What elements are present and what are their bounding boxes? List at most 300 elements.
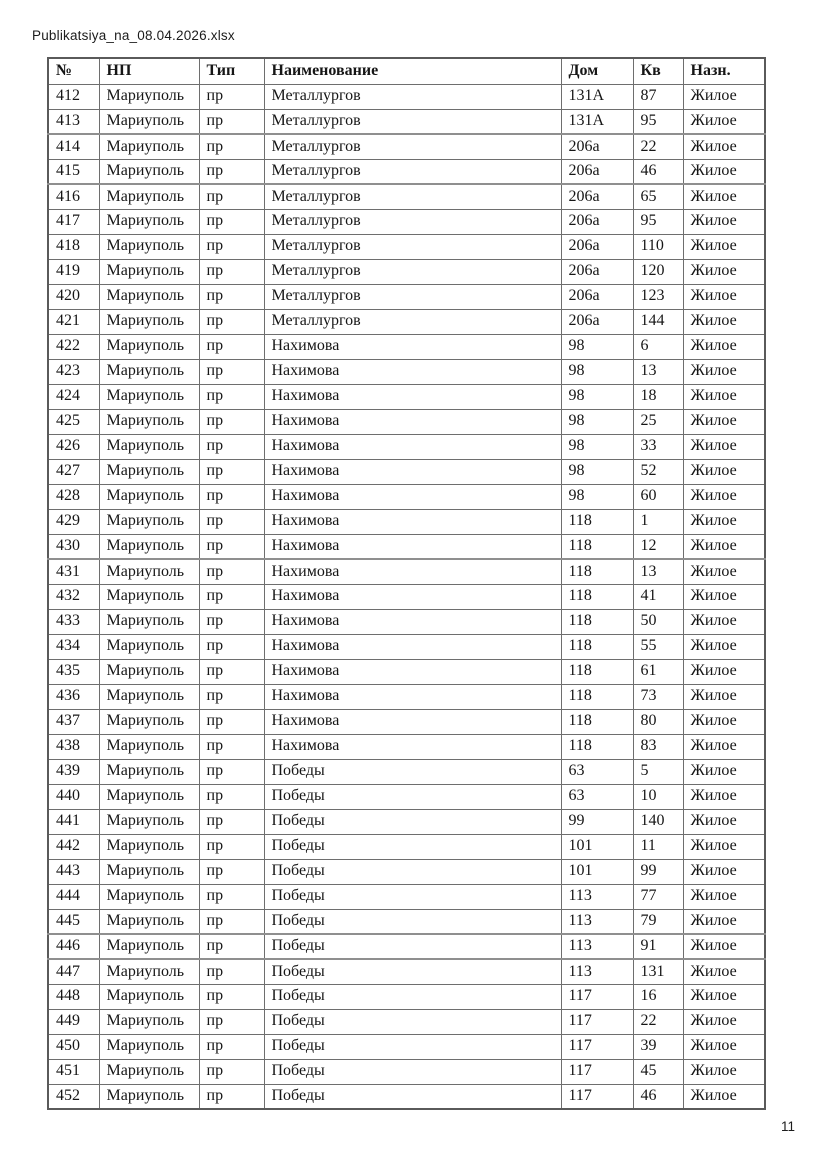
table-row xyxy=(48,334,765,359)
cell-apartment: 110 xyxy=(633,234,683,259)
cell-name: Победы xyxy=(264,809,561,834)
cell-designation: Жилое xyxy=(683,884,765,909)
cell-apartment: 140 xyxy=(633,809,683,834)
cell-house: 113 xyxy=(561,934,633,959)
cell-np: Мариуполь xyxy=(99,209,199,234)
cell-number: 448 xyxy=(48,984,99,1009)
cell-name: Металлургов xyxy=(264,234,561,259)
table-row xyxy=(48,1009,765,1034)
cell-house: 206а xyxy=(561,259,633,284)
cell-name: Металлургов xyxy=(264,84,561,109)
cell-np: Мариуполь xyxy=(99,159,199,184)
cell-house: 101 xyxy=(561,834,633,859)
cell-type: пр xyxy=(199,559,264,584)
cell-apartment: 33 xyxy=(633,434,683,459)
table-row xyxy=(48,984,765,1009)
cell-np: Мариуполь xyxy=(99,659,199,684)
table-row xyxy=(48,284,765,309)
cell-designation: Жилое xyxy=(683,1059,765,1084)
cell-designation: Жилое xyxy=(683,509,765,534)
cell-type: пр xyxy=(199,209,264,234)
table-row xyxy=(48,459,765,484)
cell-house: 98 xyxy=(561,409,633,434)
cell-designation: Жилое xyxy=(683,759,765,784)
cell-number: 415 xyxy=(48,159,99,184)
cell-designation: Жилое xyxy=(683,109,765,134)
cell-name: Нахимова xyxy=(264,684,561,709)
table-row xyxy=(48,759,765,784)
cell-number: 424 xyxy=(48,384,99,409)
cell-apartment: 10 xyxy=(633,784,683,809)
cell-np: Мариуполь xyxy=(99,459,199,484)
cell-house: 206а xyxy=(561,184,633,209)
cell-designation: Жилое xyxy=(683,659,765,684)
cell-number: 416 xyxy=(48,184,99,209)
cell-apartment: 91 xyxy=(633,934,683,959)
cell-apartment: 95 xyxy=(633,209,683,234)
table-row xyxy=(48,1084,765,1109)
cell-name: Металлургов xyxy=(264,309,561,334)
cell-apartment: 55 xyxy=(633,634,683,659)
cell-name: Победы xyxy=(264,1034,561,1059)
cell-name: Нахимова xyxy=(264,359,561,384)
cell-type: пр xyxy=(199,809,264,834)
table-row xyxy=(48,384,765,409)
table-row xyxy=(48,909,765,934)
cell-name: Нахимова xyxy=(264,434,561,459)
cell-designation: Жилое xyxy=(683,484,765,509)
cell-name: Нахимова xyxy=(264,609,561,634)
cell-np: Мариуполь xyxy=(99,559,199,584)
cell-type: пр xyxy=(199,234,264,259)
cell-type: пр xyxy=(199,759,264,784)
cell-number: 419 xyxy=(48,259,99,284)
cell-type: пр xyxy=(199,659,264,684)
cell-type: пр xyxy=(199,884,264,909)
cell-np: Мариуполь xyxy=(99,934,199,959)
column-header-designation: Назн. xyxy=(683,58,765,84)
cell-number: 441 xyxy=(48,809,99,834)
table-row xyxy=(48,209,765,234)
cell-designation: Жилое xyxy=(683,734,765,759)
cell-np: Мариуполь xyxy=(99,1059,199,1084)
cell-type: пр xyxy=(199,159,264,184)
cell-type: пр xyxy=(199,109,264,134)
table-row xyxy=(48,834,765,859)
cell-house: 118 xyxy=(561,734,633,759)
cell-name: Нахимова xyxy=(264,334,561,359)
table-header-row xyxy=(48,58,765,84)
cell-house: 118 xyxy=(561,709,633,734)
cell-designation: Жилое xyxy=(683,234,765,259)
cell-number: 430 xyxy=(48,534,99,559)
cell-designation: Жилое xyxy=(683,434,765,459)
cell-designation: Жилое xyxy=(683,559,765,584)
cell-apartment: 1 xyxy=(633,509,683,534)
cell-np: Мариуполь xyxy=(99,734,199,759)
cell-apartment: 50 xyxy=(633,609,683,634)
cell-type: пр xyxy=(199,284,264,309)
cell-house: 118 xyxy=(561,584,633,609)
cell-np: Мариуполь xyxy=(99,434,199,459)
cell-apartment: 61 xyxy=(633,659,683,684)
cell-name: Победы xyxy=(264,1009,561,1034)
cell-type: пр xyxy=(199,709,264,734)
table-row xyxy=(48,559,765,584)
cell-number: 444 xyxy=(48,884,99,909)
table-row xyxy=(48,884,765,909)
cell-number: 412 xyxy=(48,84,99,109)
cell-house: 118 xyxy=(561,659,633,684)
table-row xyxy=(48,409,765,434)
cell-designation: Жилое xyxy=(683,409,765,434)
cell-type: пр xyxy=(199,134,264,159)
cell-number: 446 xyxy=(48,934,99,959)
cell-apartment: 52 xyxy=(633,459,683,484)
cell-number: 420 xyxy=(48,284,99,309)
cell-number: 442 xyxy=(48,834,99,859)
cell-house: 98 xyxy=(561,359,633,384)
table-row xyxy=(48,234,765,259)
cell-house: 118 xyxy=(561,634,633,659)
cell-apartment: 123 xyxy=(633,284,683,309)
cell-designation: Жилое xyxy=(683,259,765,284)
cell-designation: Жилое xyxy=(683,209,765,234)
cell-np: Мариуполь xyxy=(99,184,199,209)
cell-name: Нахимова xyxy=(264,509,561,534)
cell-name: Металлургов xyxy=(264,259,561,284)
cell-house: 118 xyxy=(561,559,633,584)
cell-np: Мариуполь xyxy=(99,409,199,434)
cell-number: 422 xyxy=(48,334,99,359)
cell-np: Мариуполь xyxy=(99,284,199,309)
column-header-number: № xyxy=(48,58,99,84)
cell-apartment: 87 xyxy=(633,84,683,109)
cell-apartment: 131 xyxy=(633,959,683,984)
table-row xyxy=(48,1059,765,1084)
cell-type: пр xyxy=(199,259,264,284)
cell-name: Нахимова xyxy=(264,409,561,434)
cell-apartment: 39 xyxy=(633,1034,683,1059)
cell-np: Мариуполь xyxy=(99,1084,199,1109)
cell-designation: Жилое xyxy=(683,359,765,384)
cell-np: Мариуполь xyxy=(99,309,199,334)
cell-apartment: 65 xyxy=(633,184,683,209)
cell-number: 435 xyxy=(48,659,99,684)
cell-designation: Жилое xyxy=(683,84,765,109)
cell-designation: Жилое xyxy=(683,909,765,934)
cell-designation: Жилое xyxy=(683,684,765,709)
cell-designation: Жилое xyxy=(683,709,765,734)
column-header-house: Дом xyxy=(561,58,633,84)
cell-apartment: 46 xyxy=(633,159,683,184)
cell-number: 428 xyxy=(48,484,99,509)
cell-type: пр xyxy=(199,334,264,359)
table-row xyxy=(48,359,765,384)
cell-house: 63 xyxy=(561,784,633,809)
cell-designation: Жилое xyxy=(683,934,765,959)
cell-apartment: 18 xyxy=(633,384,683,409)
cell-designation: Жилое xyxy=(683,284,765,309)
cell-number: 451 xyxy=(48,1059,99,1084)
table-row xyxy=(48,709,765,734)
cell-designation: Жилое xyxy=(683,384,765,409)
cell-number: 421 xyxy=(48,309,99,334)
cell-apartment: 45 xyxy=(633,1059,683,1084)
cell-np: Мариуполь xyxy=(99,859,199,884)
cell-house: 118 xyxy=(561,534,633,559)
cell-apartment: 144 xyxy=(633,309,683,334)
cell-name: Победы xyxy=(264,859,561,884)
cell-np: Мариуполь xyxy=(99,634,199,659)
cell-house: 117 xyxy=(561,1034,633,1059)
cell-type: пр xyxy=(199,909,264,934)
cell-house: 113 xyxy=(561,909,633,934)
cell-designation: Жилое xyxy=(683,584,765,609)
cell-name: Победы xyxy=(264,984,561,1009)
cell-name: Нахимова xyxy=(264,659,561,684)
cell-designation: Жилое xyxy=(683,134,765,159)
cell-name: Победы xyxy=(264,784,561,809)
table-row xyxy=(48,309,765,334)
table-row xyxy=(48,609,765,634)
column-header-name: Наименование xyxy=(264,58,561,84)
cell-np: Мариуполь xyxy=(99,834,199,859)
cell-type: пр xyxy=(199,84,264,109)
cell-number: 433 xyxy=(48,609,99,634)
table-row xyxy=(48,259,765,284)
cell-number: 413 xyxy=(48,109,99,134)
cell-designation: Жилое xyxy=(683,984,765,1009)
cell-apartment: 77 xyxy=(633,884,683,909)
cell-house: 98 xyxy=(561,334,633,359)
cell-np: Мариуполь xyxy=(99,509,199,534)
cell-number: 425 xyxy=(48,409,99,434)
cell-house: 98 xyxy=(561,459,633,484)
cell-house: 206а xyxy=(561,159,633,184)
cell-np: Мариуполь xyxy=(99,334,199,359)
table-row xyxy=(48,134,765,159)
cell-apartment: 46 xyxy=(633,1084,683,1109)
cell-name: Победы xyxy=(264,759,561,784)
table-row xyxy=(48,734,765,759)
cell-type: пр xyxy=(199,484,264,509)
page-number: 11 xyxy=(781,1119,796,1134)
table-row xyxy=(48,634,765,659)
cell-name: Победы xyxy=(264,884,561,909)
cell-house: 206а xyxy=(561,209,633,234)
cell-type: пр xyxy=(199,784,264,809)
cell-designation: Жилое xyxy=(683,159,765,184)
cell-name: Победы xyxy=(264,959,561,984)
table-row xyxy=(48,184,765,209)
cell-house: 118 xyxy=(561,609,633,634)
cell-name: Победы xyxy=(264,909,561,934)
cell-house: 117 xyxy=(561,1059,633,1084)
cell-apartment: 120 xyxy=(633,259,683,284)
cell-np: Мариуполь xyxy=(99,684,199,709)
cell-name: Нахимова xyxy=(264,559,561,584)
cell-np: Мариуполь xyxy=(99,359,199,384)
column-header-np: НП xyxy=(99,58,199,84)
cell-type: пр xyxy=(199,834,264,859)
cell-designation: Жилое xyxy=(683,334,765,359)
cell-apartment: 13 xyxy=(633,559,683,584)
cell-house: 131А xyxy=(561,84,633,109)
cell-designation: Жилое xyxy=(683,634,765,659)
cell-apartment: 16 xyxy=(633,984,683,1009)
cell-np: Мариуполь xyxy=(99,809,199,834)
table-row xyxy=(48,659,765,684)
cell-name: Победы xyxy=(264,834,561,859)
table-row xyxy=(48,159,765,184)
table-row xyxy=(48,934,765,959)
table-row xyxy=(48,809,765,834)
table-row xyxy=(48,109,765,134)
cell-house: 206а xyxy=(561,284,633,309)
address-table xyxy=(47,57,766,1110)
cell-name: Нахимова xyxy=(264,484,561,509)
cell-apartment: 60 xyxy=(633,484,683,509)
cell-name: Победы xyxy=(264,1059,561,1084)
cell-designation: Жилое xyxy=(683,1009,765,1034)
column-header-type: Тип xyxy=(199,58,264,84)
table-body xyxy=(48,84,765,1109)
cell-number: 427 xyxy=(48,459,99,484)
cell-name: Нахимова xyxy=(264,709,561,734)
cell-number: 434 xyxy=(48,634,99,659)
cell-number: 436 xyxy=(48,684,99,709)
cell-house: 131А xyxy=(561,109,633,134)
table-row xyxy=(48,784,765,809)
cell-type: пр xyxy=(199,384,264,409)
cell-house: 206а xyxy=(561,234,633,259)
cell-type: пр xyxy=(199,1009,264,1034)
cell-number: 429 xyxy=(48,509,99,534)
cell-number: 439 xyxy=(48,759,99,784)
cell-number: 423 xyxy=(48,359,99,384)
cell-np: Мариуполь xyxy=(99,884,199,909)
cell-apartment: 11 xyxy=(633,834,683,859)
cell-apartment: 13 xyxy=(633,359,683,384)
document-filename: Publikatsiya_na_08.04.2026.xlsx xyxy=(32,28,235,43)
cell-type: пр xyxy=(199,859,264,884)
cell-house: 117 xyxy=(561,984,633,1009)
cell-house: 113 xyxy=(561,884,633,909)
table-row xyxy=(48,584,765,609)
cell-type: пр xyxy=(199,934,264,959)
table-row xyxy=(48,484,765,509)
cell-number: 440 xyxy=(48,784,99,809)
cell-number: 414 xyxy=(48,134,99,159)
cell-house: 117 xyxy=(561,1009,633,1034)
cell-designation: Жилое xyxy=(683,859,765,884)
cell-apartment: 22 xyxy=(633,1009,683,1034)
column-header-apartment: Кв xyxy=(633,58,683,84)
cell-house: 99 xyxy=(561,809,633,834)
cell-np: Мариуполь xyxy=(99,484,199,509)
cell-name: Нахимова xyxy=(264,634,561,659)
cell-np: Мариуполь xyxy=(99,784,199,809)
cell-number: 452 xyxy=(48,1084,99,1109)
cell-type: пр xyxy=(199,509,264,534)
cell-type: пр xyxy=(199,984,264,1009)
table-row xyxy=(48,509,765,534)
cell-number: 431 xyxy=(48,559,99,584)
cell-apartment: 6 xyxy=(633,334,683,359)
cell-type: пр xyxy=(199,309,264,334)
cell-np: Мариуполь xyxy=(99,959,199,984)
cell-number: 450 xyxy=(48,1034,99,1059)
cell-apartment: 12 xyxy=(633,534,683,559)
table-row xyxy=(48,1034,765,1059)
cell-apartment: 25 xyxy=(633,409,683,434)
cell-apartment: 73 xyxy=(633,684,683,709)
table-row xyxy=(48,434,765,459)
cell-designation: Жилое xyxy=(683,959,765,984)
cell-name: Металлургов xyxy=(264,109,561,134)
cell-type: пр xyxy=(199,734,264,759)
table-row xyxy=(48,684,765,709)
cell-house: 206а xyxy=(561,134,633,159)
cell-type: пр xyxy=(199,534,264,559)
cell-type: пр xyxy=(199,184,264,209)
table-row xyxy=(48,859,765,884)
table-row xyxy=(48,84,765,109)
cell-type: пр xyxy=(199,409,264,434)
cell-np: Мариуполь xyxy=(99,109,199,134)
cell-number: 449 xyxy=(48,1009,99,1034)
table-row xyxy=(48,534,765,559)
cell-house: 98 xyxy=(561,384,633,409)
cell-np: Мариуполь xyxy=(99,909,199,934)
cell-number: 437 xyxy=(48,709,99,734)
cell-apartment: 83 xyxy=(633,734,683,759)
cell-type: пр xyxy=(199,634,264,659)
cell-number: 432 xyxy=(48,584,99,609)
cell-designation: Жилое xyxy=(683,184,765,209)
cell-house: 206а xyxy=(561,309,633,334)
cell-apartment: 22 xyxy=(633,134,683,159)
cell-np: Мариуполь xyxy=(99,84,199,109)
cell-house: 113 xyxy=(561,959,633,984)
cell-np: Мариуполь xyxy=(99,759,199,784)
cell-apartment: 79 xyxy=(633,909,683,934)
cell-designation: Жилое xyxy=(683,1034,765,1059)
cell-name: Победы xyxy=(264,1084,561,1109)
cell-name: Металлургов xyxy=(264,284,561,309)
cell-designation: Жилое xyxy=(683,309,765,334)
cell-name: Нахимова xyxy=(264,384,561,409)
cell-type: пр xyxy=(199,1034,264,1059)
cell-type: пр xyxy=(199,434,264,459)
cell-number: 438 xyxy=(48,734,99,759)
cell-type: пр xyxy=(199,459,264,484)
cell-house: 98 xyxy=(561,484,633,509)
cell-type: пр xyxy=(199,1084,264,1109)
cell-name: Металлургов xyxy=(264,184,561,209)
cell-type: пр xyxy=(199,609,264,634)
cell-number: 443 xyxy=(48,859,99,884)
cell-name: Металлургов xyxy=(264,209,561,234)
cell-apartment: 5 xyxy=(633,759,683,784)
cell-np: Мариуполь xyxy=(99,384,199,409)
cell-number: 417 xyxy=(48,209,99,234)
cell-name: Металлургов xyxy=(264,134,561,159)
cell-designation: Жилое xyxy=(683,784,765,809)
cell-type: пр xyxy=(199,584,264,609)
cell-np: Мариуполь xyxy=(99,1009,199,1034)
